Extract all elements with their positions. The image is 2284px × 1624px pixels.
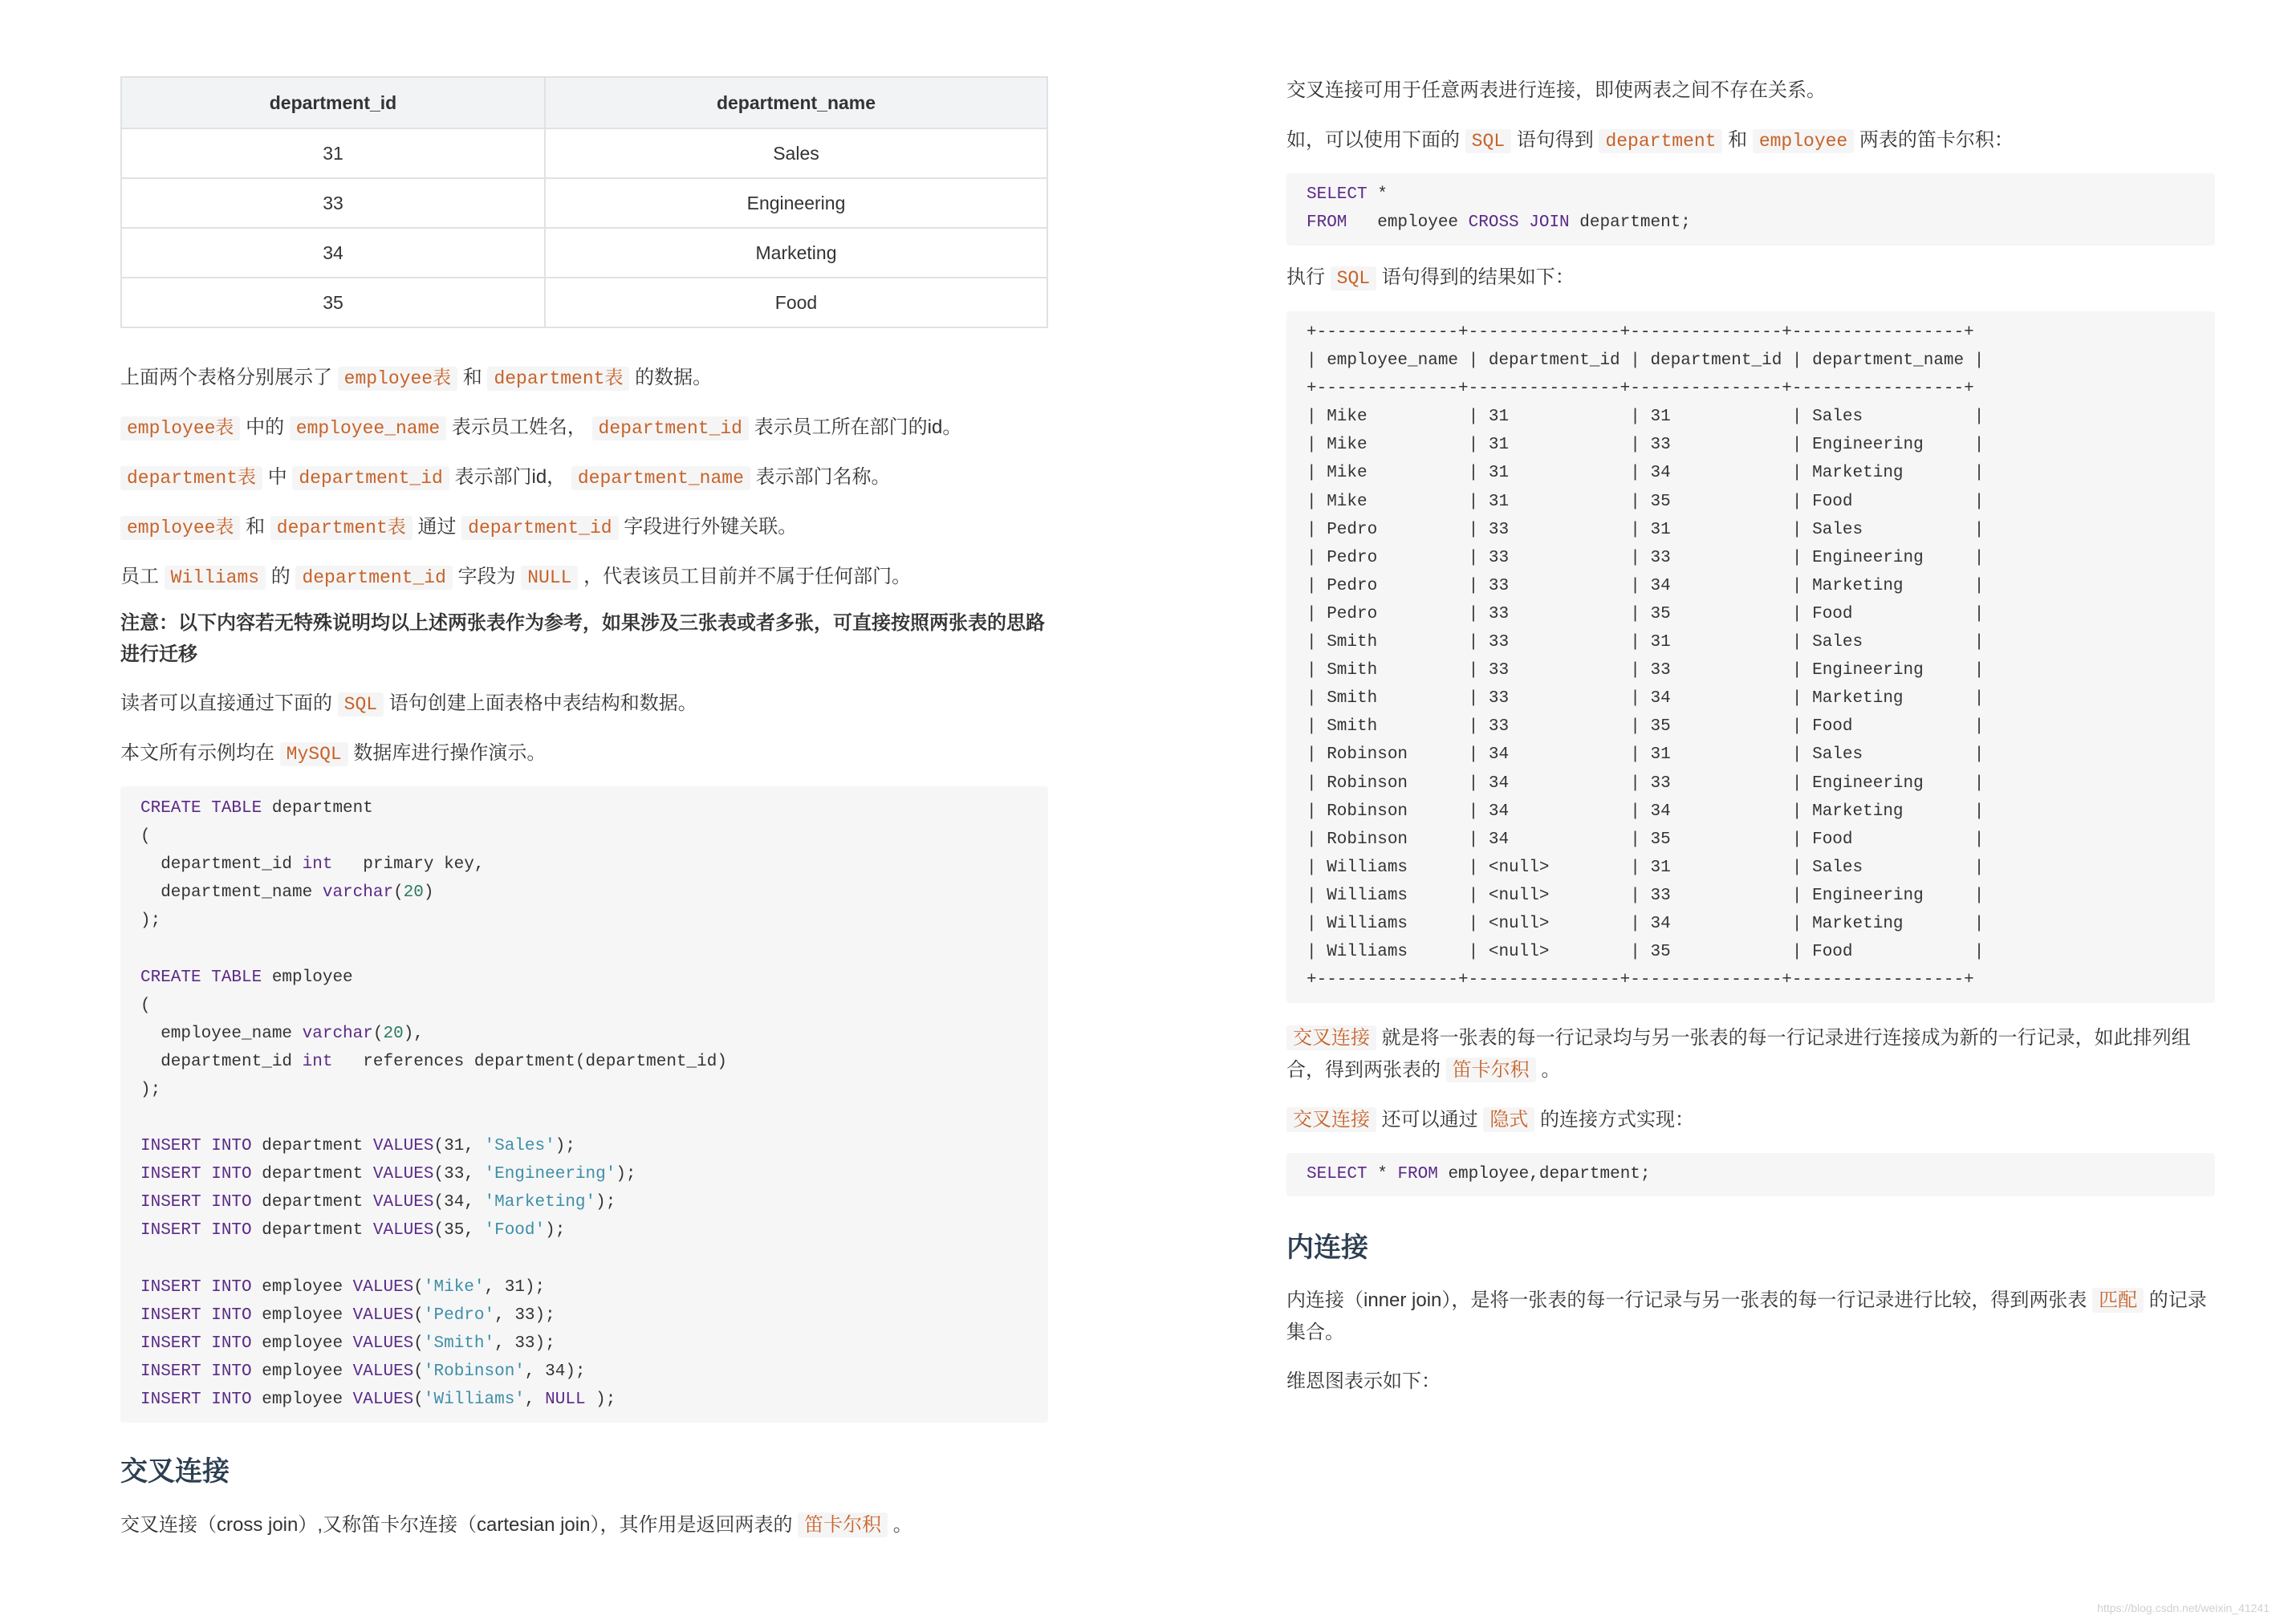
code-token: CREATE TABLE (140, 968, 272, 987)
code-token: 'Mike' (423, 1277, 485, 1297)
code-token: ( (372, 1024, 384, 1043)
paragraph-mysql: 本文所有示例均在 MySQL 数据库进行操作演示。 (120, 742, 547, 765)
inline-code: SQL (1465, 129, 1511, 153)
code-token: department_id (140, 855, 303, 875)
table-row (121, 178, 1047, 228)
table-cell: 34 (121, 228, 545, 278)
code-token: 'Sales' (484, 1137, 555, 1156)
code-token: INSERT INTO (140, 1362, 262, 1381)
code-token: ( (413, 1390, 424, 1409)
code-token: ( (140, 827, 151, 847)
code-token: INSERT INTO (140, 1305, 262, 1325)
paragraph-employee-fields: employee表 中的 employee_name 表示员工姓名， department_id 表示员工所在部门的id。 (120, 412, 961, 445)
table-cell: Marketing (545, 228, 1047, 278)
paragraph-cross-join-explain: 交叉连接 就是将一张表的每一行记录均与另一张表的每一行记录进行连接成为新的一行记录，如此排列组合，得到两张表的 笛卡尔积 。 (1286, 1027, 2191, 1081)
code-token: (33, (433, 1165, 485, 1184)
code-token: FROM (1397, 1165, 1449, 1183)
inline-code: employee表 (120, 516, 240, 540)
department-table (120, 76, 1048, 328)
code-token: employee (271, 968, 353, 987)
inline-code: 匹配 (2092, 1288, 2144, 1313)
code-token: department; (1579, 213, 1691, 233)
table-cell: 31 (121, 128, 545, 178)
code-token: ); (140, 1080, 161, 1099)
code-token: employee (262, 1334, 353, 1353)
code-token: ( (413, 1305, 424, 1325)
watermark-url: https://blog.csdn.net/weixin_41241 (2097, 1602, 2270, 1614)
code-token: employee (262, 1305, 353, 1325)
code-token: ( (393, 883, 404, 903)
code-token: employee (262, 1390, 353, 1409)
code-token: SELECT (1307, 1165, 1378, 1183)
inline-code: department表 (270, 516, 413, 540)
code-token: primary key, (343, 855, 485, 875)
note-paragraph: 注意：以下内容若无特殊说明均以上述两张表作为参考，如果涉及三张表或者多张，可直接按照两张表的思路进行迁移 (120, 612, 1045, 665)
code-token: INSERT INTO (140, 1137, 262, 1156)
table-cell: Engineering (545, 178, 1047, 228)
inline-code: department_name (571, 466, 750, 490)
table-row (121, 228, 1047, 278)
inline-code: 交叉连接 (1286, 1107, 1376, 1132)
table-header-cell: department_id (121, 77, 545, 128)
code-token: ); (595, 1390, 616, 1409)
code-token: 20 (383, 1024, 404, 1043)
paragraph-department-fields: department表 中 department_id 表示部门id， department_name 表示部门名称。 (120, 461, 891, 494)
code-token: employee_name (140, 1024, 303, 1043)
inline-code: 交叉连接 (1286, 1025, 1376, 1050)
inline-code: department表 (487, 367, 629, 391)
code-token: VALUES (352, 1277, 414, 1297)
code-token: VALUES (352, 1390, 414, 1409)
inline-code: department_id (295, 566, 452, 590)
code-block-cross-join (1286, 173, 2215, 246)
code-token: int (302, 1052, 343, 1071)
code-token: * (1377, 1165, 1398, 1183)
code-token: (34, (433, 1193, 485, 1212)
code-token: varchar (302, 1024, 373, 1043)
code-token: CROSS JOIN (1468, 213, 1580, 233)
inline-code: 笛卡尔积 (1446, 1058, 1536, 1082)
code-token: 'Engineering' (484, 1165, 616, 1184)
paragraph-venn-intro: 维恩图表示如下： (1286, 1370, 1441, 1392)
code-token: ); (140, 911, 161, 931)
code-token: employee (262, 1362, 353, 1381)
inline-code: employee (1753, 129, 1854, 153)
paragraph-cross-join-usage: 交叉连接可用于任意两表进行连接，即使两表之间不存在关系。 (1286, 79, 1826, 101)
code-token: ); (555, 1137, 575, 1156)
code-token: ); (595, 1193, 616, 1212)
inline-code: employee_name (290, 416, 446, 441)
table-header-cell: department_name (545, 77, 1047, 128)
inline-code: 笛卡尔积 (798, 1512, 888, 1537)
inline-code: department (1599, 129, 1722, 153)
paragraph-williams-null: 员工 Williams 的 department_id 字段为 NULL ，代表该员工目前并不属于任何部门。 (120, 566, 912, 588)
code-token: VALUES (372, 1221, 434, 1240)
code-token: ), (403, 1024, 424, 1043)
code-token: 'Williams' (423, 1390, 525, 1409)
code-token: INSERT INTO (140, 1277, 262, 1297)
code-token: ( (413, 1362, 424, 1381)
code-token: department (262, 1193, 373, 1212)
paragraph-cross-join-example: 如，可以使用下面的 SQL 语句得到 department 和 employee 两表的笛卡尔积： (1286, 129, 2014, 152)
code-block-create-tables (120, 786, 1048, 1423)
paragraph-result-intro: 执行 SQL 语句得到的结果如下： (1286, 266, 1575, 289)
code-text (1307, 181, 2195, 237)
section-heading-cross-join: 交叉连接 (120, 1456, 230, 1487)
code-token: (31, (433, 1137, 485, 1156)
code-token: , 33); (494, 1334, 555, 1353)
code-token: ( (140, 996, 151, 1015)
code-token: 'Robinson' (423, 1362, 525, 1381)
code-token: department (262, 1137, 373, 1156)
code-token: ) (423, 883, 434, 903)
code-token: * (1377, 185, 1388, 204)
paragraph-tables-intro: 上面两个表格分别展示了 employee表 和 department表 的数据。 (120, 367, 713, 389)
code-token: department (271, 799, 373, 818)
code-text (140, 794, 1028, 1414)
code-token: ( (413, 1277, 424, 1297)
result-text: +--------------+---------------+---------------+-----------------+ | employee_name | department_id | department_id | department_name | +--------------+---------------+---------------+-----------------+ | Mike | 31 | 31 | Sales | | Mike | 31 | 33 | Engineering | | Mike | 31 | 34 | Marketing | | Mike | 31 | 35 | Food | | Pedro | 33 | 31 | Sales | | Pedro | 33 | 33 | Engineering | | Pedro | 33 | 34 | Marketing | | Pedro | 33 | 35 | Food | | Smith | 33 | 31 | Sales | | Smith | 33 | 33 | Engineering | | Smith | 33 | 34 | Marketing | | Smith | 33 | 35 | Food | | Robinson | 34 | 31 | Sales | | Robinson | 34 | 33 | Engineering | | Robinson | 34 | 34 | Marketing | | Robinson | 34 | 35 | Food | | Williams | <null> | 31 | Sales | | Williams | <null> | 33 | Engineering | | Williams | <null> | 34 | Marketing | | Williams | <null> | 35 | Food | +--------------+---------------+---------------+-----------------+ (1307, 323, 1985, 990)
inline-code: SQL (1331, 266, 1376, 290)
code-token: VALUES (352, 1362, 414, 1381)
section-heading-inner-join: 内连接 (1286, 1232, 1368, 1263)
code-token: CREATE TABLE (140, 799, 272, 818)
inline-code: 隐式 (1483, 1107, 1534, 1132)
table-cell: 33 (121, 178, 545, 228)
paragraph-implicit-join: 交叉连接 还可以通过 隐式 的连接方式实现： (1286, 1104, 1694, 1136)
paragraph-foreign-key: employee表 和 department表 通过 department_id 字段进行外键关联。 (120, 511, 797, 544)
code-token: ); (545, 1221, 566, 1240)
inline-code: department_id (592, 416, 749, 441)
code-token: department (262, 1221, 373, 1240)
code-token: ( (413, 1334, 424, 1353)
code-token: FROM (1307, 213, 1358, 233)
code-block-implicit-join (1286, 1153, 2215, 1196)
code-token: 'Marketing' (484, 1193, 596, 1212)
code-token: 'Pedro' (423, 1305, 495, 1325)
inline-code: NULL (521, 566, 578, 590)
table-row (121, 278, 1047, 327)
inline-code: employee表 (120, 416, 240, 441)
code-token: (35, (433, 1221, 485, 1240)
paragraph-sql-create: 读者可以直接通过下面的 SQL 语句创建上面表格中表结构和数据。 (120, 692, 697, 715)
table-cell: Sales (545, 128, 1047, 178)
inline-code: Williams (165, 566, 266, 590)
paragraph-cross-join-definition: 交叉连接（cross join）,又称笛卡尔连接（cartesian join），其作用是返回两表的 笛卡尔积 。 (120, 1514, 912, 1536)
code-token: int (302, 855, 343, 875)
code-token: 'Smith' (423, 1334, 495, 1353)
code-token: employee,department; (1448, 1165, 1651, 1183)
code-token: VALUES (372, 1137, 434, 1156)
code-token: VALUES (372, 1193, 434, 1212)
code-token: SELECT (1307, 185, 1378, 204)
code-token: department_name (140, 883, 323, 903)
code-token: employee (262, 1277, 353, 1297)
table-row (121, 128, 1047, 178)
inline-code: SQL (338, 692, 384, 717)
code-token: VALUES (352, 1305, 414, 1325)
code-token: INSERT INTO (140, 1193, 262, 1212)
code-token: , (524, 1390, 546, 1409)
code-token: varchar (322, 883, 394, 903)
code-token: department (262, 1165, 373, 1184)
code-token: VALUES (352, 1334, 414, 1353)
inline-code: department表 (120, 466, 262, 490)
inline-code: MySQL (280, 742, 348, 766)
code-token: NULL (545, 1390, 596, 1409)
inline-code: department_id (461, 516, 618, 540)
code-token: VALUES (372, 1165, 434, 1184)
code-token: references department(department_id) (343, 1052, 727, 1071)
code-token: INSERT INTO (140, 1334, 262, 1353)
code-token: INSERT INTO (140, 1390, 262, 1409)
code-token: , 34); (524, 1362, 586, 1381)
inline-code: department_id (292, 466, 449, 490)
code-token: ); (616, 1165, 636, 1184)
table-cell: 35 (121, 278, 545, 327)
table-header-row (121, 77, 1047, 128)
code-token: 20 (403, 883, 424, 903)
code-token: , 31); (484, 1277, 546, 1297)
table-cell: Food (545, 278, 1047, 327)
code-token: department_id (140, 1052, 303, 1071)
code-block-result-table (1286, 311, 2215, 1003)
code-token: , 33); (494, 1305, 555, 1325)
code-token: INSERT INTO (140, 1221, 262, 1240)
inline-code: employee表 (338, 367, 457, 391)
code-token: 'Food' (484, 1221, 546, 1240)
code-token: INSERT INTO (140, 1165, 262, 1184)
paragraph-inner-join-definition: 内连接（inner join），是将一张表的每一行记录与另一张表的每一行记录进行比较，得到两张表 匹配 的记录集合。 (1286, 1289, 2207, 1343)
code-text (1307, 1160, 2195, 1188)
code-token: employee (1357, 213, 1469, 233)
